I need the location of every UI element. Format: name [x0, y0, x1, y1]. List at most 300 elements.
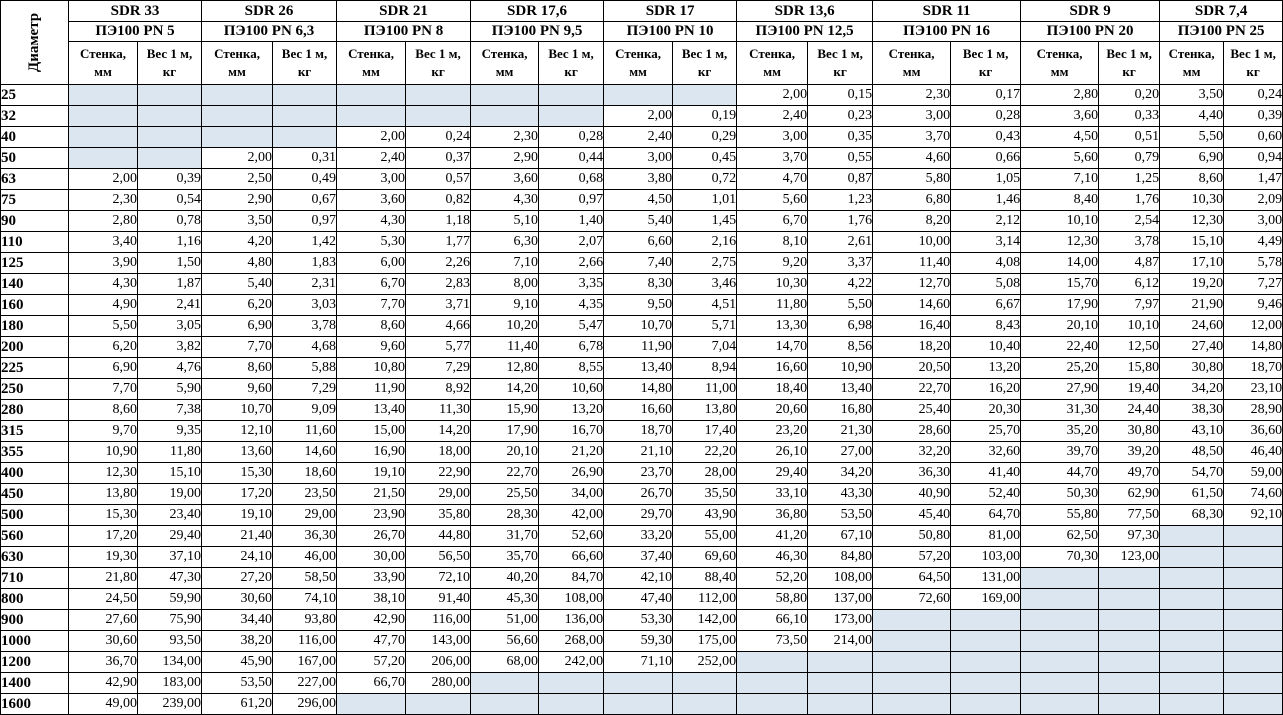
weight-cell[interactable]: 7,04 — [673, 337, 737, 358]
weight-cell[interactable]: 2,75 — [673, 253, 737, 274]
weight-cell[interactable]: 1,77 — [406, 232, 471, 253]
wall-thickness-cell[interactable]: 24,50 — [69, 589, 138, 610]
empty-cell[interactable] — [1021, 610, 1099, 631]
empty-cell[interactable] — [1160, 694, 1224, 715]
wall-thickness-cell[interactable]: 13,80 — [69, 484, 138, 505]
weight-cell[interactable]: 206,00 — [406, 652, 471, 673]
weight-cell[interactable]: 3,78 — [273, 316, 337, 337]
weight-cell[interactable]: 44,80 — [406, 526, 471, 547]
wall-thickness-cell[interactable]: 4,30 — [471, 190, 539, 211]
weight-cell[interactable]: 41,40 — [951, 463, 1021, 484]
wall-thickness-cell[interactable]: 4,20 — [202, 232, 273, 253]
weight-cell[interactable]: 10,10 — [1099, 316, 1160, 337]
wall-thickness-cell[interactable]: 25,20 — [1021, 358, 1099, 379]
wall-thickness-cell[interactable]: 2,50 — [202, 169, 273, 190]
wall-thickness-cell[interactable]: 5,50 — [1160, 127, 1224, 148]
wall-thickness-cell[interactable]: 13,30 — [737, 316, 808, 337]
weight-cell[interactable]: 3,82 — [138, 337, 202, 358]
empty-cell[interactable] — [1160, 610, 1224, 631]
wall-thickness-cell[interactable]: 23,90 — [337, 505, 406, 526]
diameter-cell[interactable]: 1400 — [1, 673, 69, 694]
wall-thickness-cell[interactable]: 10,00 — [873, 232, 951, 253]
wall-thickness-cell[interactable]: 16,40 — [873, 316, 951, 337]
weight-cell[interactable]: 12,50 — [1099, 337, 1160, 358]
empty-cell[interactable] — [808, 694, 873, 715]
wall-thickness-cell[interactable]: 61,20 — [202, 694, 273, 715]
weight-cell[interactable]: 52,40 — [951, 484, 1021, 505]
empty-cell[interactable] — [539, 85, 604, 106]
weight-cell[interactable]: 5,50 — [808, 295, 873, 316]
wall-thickness-cell[interactable]: 5,40 — [202, 274, 273, 295]
empty-cell[interactable] — [1099, 652, 1160, 673]
wall-thickness-cell[interactable]: 12,10 — [202, 421, 273, 442]
empty-cell[interactable] — [202, 127, 273, 148]
wall-thickness-cell[interactable]: 5,30 — [337, 232, 406, 253]
weight-cell[interactable]: 0,66 — [951, 148, 1021, 169]
weight-cell[interactable]: 7,27 — [1224, 274, 1283, 295]
diameter-cell[interactable]: 200 — [1, 337, 69, 358]
wall-thickness-cell[interactable]: 28,30 — [471, 505, 539, 526]
weight-cell[interactable]: 0,19 — [673, 106, 737, 127]
pe-grade-header[interactable]: ПЭ100 PN 5 — [69, 22, 202, 42]
weight-cell[interactable]: 131,00 — [951, 568, 1021, 589]
weight-cell[interactable]: 5,47 — [539, 316, 604, 337]
empty-cell[interactable] — [1099, 631, 1160, 652]
wall-thickness-cell[interactable]: 8,20 — [873, 211, 951, 232]
weight-cell[interactable]: 92,10 — [1224, 505, 1283, 526]
weight-cell[interactable]: 23,50 — [273, 484, 337, 505]
weight-cell[interactable]: 6,78 — [539, 337, 604, 358]
weight-cell[interactable]: 30,80 — [1099, 421, 1160, 442]
weight-cell[interactable]: 143,00 — [406, 631, 471, 652]
wall-thickness-cell[interactable]: 30,60 — [69, 631, 138, 652]
diameter-cell[interactable]: 63 — [1, 169, 69, 190]
weight-cell[interactable]: 28,90 — [1224, 400, 1283, 421]
weight-cell[interactable]: 64,70 — [951, 505, 1021, 526]
pe-grade-header[interactable]: ПЭ100 PN 12,5 — [737, 22, 873, 42]
weight-cell[interactable]: 53,50 — [808, 505, 873, 526]
empty-cell[interactable] — [539, 694, 604, 715]
weight-cell[interactable]: 3,35 — [539, 274, 604, 295]
weight-cell[interactable]: 42,00 — [539, 505, 604, 526]
wall-thickness-cell[interactable]: 6,00 — [337, 253, 406, 274]
weight-cell[interactable]: 116,00 — [273, 631, 337, 652]
weight-cell[interactable]: 5,08 — [951, 274, 1021, 295]
empty-cell[interactable] — [1224, 652, 1283, 673]
wall-thickness-cell[interactable]: 52,20 — [737, 568, 808, 589]
weight-cell[interactable]: 175,00 — [673, 631, 737, 652]
weight-cell[interactable]: 77,50 — [1099, 505, 1160, 526]
wall-column-header[interactable] — [1160, 42, 1224, 85]
wall-thickness-cell[interactable]: 42,10 — [604, 568, 673, 589]
weight-cell[interactable]: 0,24 — [406, 127, 471, 148]
wall-thickness-cell[interactable]: 39,70 — [1021, 442, 1099, 463]
wall-thickness-cell[interactable]: 27,20 — [202, 568, 273, 589]
weight-cell[interactable]: 67,10 — [808, 526, 873, 547]
wall-thickness-cell[interactable]: 12,30 — [69, 463, 138, 484]
wall-thickness-cell[interactable]: 9,10 — [471, 295, 539, 316]
empty-cell[interactable] — [273, 85, 337, 106]
weight-cell[interactable]: 2,83 — [406, 274, 471, 295]
weight-cell[interactable]: 23,40 — [138, 505, 202, 526]
weight-column-header[interactable] — [406, 42, 471, 85]
diameter-cell[interactable]: 1000 — [1, 631, 69, 652]
weight-cell[interactable]: 47,30 — [138, 568, 202, 589]
empty-cell[interactable] — [1099, 673, 1160, 694]
wall-thickness-cell[interactable]: 3,50 — [1160, 85, 1224, 106]
weight-cell[interactable]: 1,23 — [808, 190, 873, 211]
wall-thickness-cell[interactable]: 19,30 — [69, 547, 138, 568]
weight-cell[interactable]: 14,60 — [273, 442, 337, 463]
weight-cell[interactable]: 97,30 — [1099, 526, 1160, 547]
diameter-cell[interactable]: 75 — [1, 190, 69, 211]
wall-thickness-cell[interactable]: 62,50 — [1021, 526, 1099, 547]
pe-grade-header[interactable]: ПЭ100 PN 6,3 — [202, 22, 337, 42]
wall-thickness-cell[interactable]: 66,10 — [737, 610, 808, 631]
sdr-group-header[interactable]: SDR 17 — [604, 1, 737, 22]
weight-cell[interactable]: 9,35 — [138, 421, 202, 442]
diameter-cell[interactable]: 1200 — [1, 652, 69, 673]
wall-thickness-cell[interactable]: 4,60 — [873, 148, 951, 169]
weight-cell[interactable]: 5,88 — [273, 358, 337, 379]
weight-cell[interactable]: 59,00 — [1224, 463, 1283, 484]
weight-cell[interactable]: 0,35 — [808, 127, 873, 148]
weight-cell[interactable]: 49,70 — [1099, 463, 1160, 484]
wall-thickness-cell[interactable]: 47,40 — [604, 589, 673, 610]
weight-cell[interactable]: 5,77 — [406, 337, 471, 358]
wall-thickness-cell[interactable]: 12,70 — [873, 274, 951, 295]
weight-cell[interactable]: 17,40 — [673, 421, 737, 442]
wall-thickness-cell[interactable]: 38,30 — [1160, 400, 1224, 421]
wall-thickness-cell[interactable]: 18,20 — [873, 337, 951, 358]
wall-thickness-cell[interactable]: 44,70 — [1021, 463, 1099, 484]
weight-cell[interactable]: 10,40 — [951, 337, 1021, 358]
weight-cell[interactable]: 36,30 — [273, 526, 337, 547]
wall-thickness-cell[interactable]: 37,40 — [604, 547, 673, 568]
empty-cell[interactable] — [69, 127, 138, 148]
weight-cell[interactable]: 19,00 — [138, 484, 202, 505]
weight-cell[interactable]: 84,70 — [539, 568, 604, 589]
empty-cell[interactable] — [1099, 610, 1160, 631]
wall-thickness-cell[interactable]: 2,80 — [69, 211, 138, 232]
weight-cell[interactable]: 2,26 — [406, 253, 471, 274]
diameter-cell[interactable]: 160 — [1, 295, 69, 316]
weight-cell[interactable]: 116,00 — [406, 610, 471, 631]
diameter-cell[interactable]: 90 — [1, 211, 69, 232]
diameter-cell[interactable]: 500 — [1, 505, 69, 526]
weight-cell[interactable]: 0,57 — [406, 169, 471, 190]
weight-cell[interactable]: 15,80 — [1099, 358, 1160, 379]
wall-thickness-cell[interactable]: 16,60 — [737, 358, 808, 379]
weight-cell[interactable]: 19,40 — [1099, 379, 1160, 400]
weight-cell[interactable]: 103,00 — [951, 547, 1021, 568]
weight-column-header[interactable] — [138, 42, 202, 85]
weight-cell[interactable]: 21,20 — [539, 442, 604, 463]
weight-cell[interactable]: 93,50 — [138, 631, 202, 652]
pe-grade-header[interactable]: ПЭ100 PN 8 — [337, 22, 471, 42]
wall-thickness-cell[interactable]: 3,90 — [69, 253, 138, 274]
wall-thickness-cell[interactable]: 36,70 — [69, 652, 138, 673]
wall-thickness-cell[interactable]: 25,50 — [471, 484, 539, 505]
weight-cell[interactable]: 8,56 — [808, 337, 873, 358]
weight-cell[interactable]: 18,00 — [406, 442, 471, 463]
pe-grade-header[interactable]: ПЭ100 PN 16 — [873, 22, 1021, 42]
weight-cell[interactable]: 14,20 — [406, 421, 471, 442]
weight-cell[interactable]: 21,30 — [808, 421, 873, 442]
weight-cell[interactable]: 242,00 — [539, 652, 604, 673]
weight-cell[interactable]: 20,30 — [951, 400, 1021, 421]
wall-thickness-cell[interactable]: 54,70 — [1160, 463, 1224, 484]
wall-thickness-cell[interactable]: 56,60 — [471, 631, 539, 652]
weight-cell[interactable]: 2,61 — [808, 232, 873, 253]
wall-thickness-cell[interactable]: 10,90 — [69, 442, 138, 463]
wall-thickness-cell[interactable]: 11,90 — [337, 379, 406, 400]
wall-thickness-cell[interactable]: 51,00 — [471, 610, 539, 631]
weight-cell[interactable]: 0,67 — [273, 190, 337, 211]
wall-thickness-cell[interactable]: 30,00 — [337, 547, 406, 568]
diameter-cell[interactable]: 630 — [1, 547, 69, 568]
wall-column-header[interactable] — [1021, 42, 1099, 85]
diameter-cell[interactable]: 800 — [1, 589, 69, 610]
wall-thickness-cell[interactable]: 8,40 — [1021, 190, 1099, 211]
wall-thickness-cell[interactable]: 10,30 — [1160, 190, 1224, 211]
wall-thickness-cell[interactable]: 4,40 — [1160, 106, 1224, 127]
wall-thickness-cell[interactable]: 2,40 — [337, 148, 406, 169]
weight-cell[interactable]: 0,39 — [138, 169, 202, 190]
weight-cell[interactable]: 11,00 — [673, 379, 737, 400]
wall-thickness-cell[interactable]: 6,70 — [337, 274, 406, 295]
empty-cell[interactable] — [1099, 694, 1160, 715]
wall-thickness-cell[interactable]: 59,30 — [604, 631, 673, 652]
weight-cell[interactable]: 12,00 — [1224, 316, 1283, 337]
weight-cell[interactable]: 0,33 — [1099, 106, 1160, 127]
wall-thickness-cell[interactable]: 2,30 — [873, 85, 951, 106]
weight-cell[interactable]: 11,60 — [273, 421, 337, 442]
wall-thickness-cell[interactable]: 10,70 — [604, 316, 673, 337]
wall-thickness-cell[interactable]: 15,30 — [69, 505, 138, 526]
wall-thickness-cell[interactable]: 2,40 — [604, 127, 673, 148]
weight-cell[interactable]: 9,09 — [273, 400, 337, 421]
weight-cell[interactable]: 0,24 — [1224, 85, 1283, 106]
weight-cell[interactable]: 39,20 — [1099, 442, 1160, 463]
weight-cell[interactable]: 239,00 — [138, 694, 202, 715]
empty-cell[interactable] — [1160, 652, 1224, 673]
wall-thickness-cell[interactable]: 3,00 — [873, 106, 951, 127]
wall-thickness-cell[interactable]: 7,70 — [202, 337, 273, 358]
wall-thickness-cell[interactable]: 57,20 — [873, 547, 951, 568]
wall-thickness-cell[interactable]: 14,80 — [604, 379, 673, 400]
weight-cell[interactable]: 22,90 — [406, 463, 471, 484]
weight-cell[interactable]: 296,00 — [273, 694, 337, 715]
empty-cell[interactable] — [873, 631, 951, 652]
weight-cell[interactable]: 28,00 — [673, 463, 737, 484]
wall-thickness-cell[interactable]: 17,20 — [69, 526, 138, 547]
diameter-cell[interactable]: 450 — [1, 484, 69, 505]
wall-thickness-cell[interactable]: 9,20 — [737, 253, 808, 274]
wall-thickness-cell[interactable]: 2,30 — [471, 127, 539, 148]
wall-thickness-cell[interactable]: 8,60 — [337, 316, 406, 337]
weight-cell[interactable]: 280,00 — [406, 673, 471, 694]
wall-thickness-cell[interactable]: 61,50 — [1160, 484, 1224, 505]
weight-cell[interactable]: 0,15 — [808, 85, 873, 106]
empty-cell[interactable] — [471, 694, 539, 715]
wall-thickness-cell[interactable]: 5,60 — [737, 190, 808, 211]
diameter-cell[interactable]: 250 — [1, 379, 69, 400]
wall-thickness-cell[interactable]: 2,00 — [69, 169, 138, 190]
wall-thickness-cell[interactable]: 24,60 — [1160, 316, 1224, 337]
wall-column-header[interactable] — [471, 42, 539, 85]
weight-cell[interactable]: 1,76 — [808, 211, 873, 232]
wall-thickness-cell[interactable]: 7,70 — [337, 295, 406, 316]
weight-cell[interactable]: 6,12 — [1099, 274, 1160, 295]
wall-column-header[interactable] — [69, 42, 138, 85]
weight-cell[interactable]: 93,80 — [273, 610, 337, 631]
weight-cell[interactable]: 46,00 — [273, 547, 337, 568]
weight-cell[interactable]: 252,00 — [673, 652, 737, 673]
empty-cell[interactable] — [673, 694, 737, 715]
weight-cell[interactable]: 0,28 — [951, 106, 1021, 127]
empty-cell[interactable] — [951, 610, 1021, 631]
wall-thickness-cell[interactable]: 5,40 — [604, 211, 673, 232]
weight-cell[interactable]: 0,31 — [273, 148, 337, 169]
wall-column-header[interactable] — [604, 42, 673, 85]
weight-cell[interactable]: 2,31 — [273, 274, 337, 295]
weight-cell[interactable]: 8,94 — [673, 358, 737, 379]
wall-thickness-cell[interactable]: 15,30 — [202, 463, 273, 484]
weight-cell[interactable]: 3,05 — [138, 316, 202, 337]
weight-cell[interactable]: 7,29 — [273, 379, 337, 400]
weight-cell[interactable]: 0,82 — [406, 190, 471, 211]
wall-thickness-cell[interactable]: 6,90 — [69, 358, 138, 379]
wall-thickness-cell[interactable]: 7,10 — [471, 253, 539, 274]
wall-thickness-cell[interactable]: 13,40 — [604, 358, 673, 379]
weight-column-header[interactable] — [808, 42, 873, 85]
empty-cell[interactable] — [138, 127, 202, 148]
wall-thickness-cell[interactable]: 20,60 — [737, 400, 808, 421]
empty-cell[interactable] — [1099, 568, 1160, 589]
wall-thickness-cell[interactable]: 24,10 — [202, 547, 273, 568]
empty-cell[interactable] — [1160, 547, 1224, 568]
wall-thickness-cell[interactable]: 22,70 — [873, 379, 951, 400]
wall-thickness-cell[interactable]: 6,20 — [202, 295, 273, 316]
weight-cell[interactable]: 227,00 — [273, 673, 337, 694]
weight-cell[interactable]: 0,37 — [406, 148, 471, 169]
wall-thickness-cell[interactable]: 10,70 — [202, 400, 273, 421]
weight-cell[interactable]: 2,54 — [1099, 211, 1160, 232]
wall-thickness-cell[interactable]: 2,30 — [69, 190, 138, 211]
weight-cell[interactable]: 0,45 — [673, 148, 737, 169]
weight-cell[interactable]: 3,37 — [808, 253, 873, 274]
wall-thickness-cell[interactable]: 2,90 — [202, 190, 273, 211]
empty-cell[interactable] — [1021, 652, 1099, 673]
weight-cell[interactable]: 5,78 — [1224, 253, 1283, 274]
weight-cell[interactable]: 1,50 — [138, 253, 202, 274]
weight-cell[interactable]: 74,10 — [273, 589, 337, 610]
weight-column-header[interactable] — [1224, 42, 1283, 85]
wall-thickness-cell[interactable]: 9,60 — [337, 337, 406, 358]
wall-thickness-cell[interactable]: 3,00 — [604, 148, 673, 169]
wall-thickness-cell[interactable]: 23,70 — [604, 463, 673, 484]
weight-cell[interactable]: 43,30 — [808, 484, 873, 505]
wall-thickness-cell[interactable]: 45,30 — [471, 589, 539, 610]
wall-thickness-cell[interactable]: 6,60 — [604, 232, 673, 253]
weight-cell[interactable]: 84,80 — [808, 547, 873, 568]
weight-cell[interactable]: 0,39 — [1224, 106, 1283, 127]
wall-thickness-cell[interactable]: 6,20 — [69, 337, 138, 358]
weight-cell[interactable]: 2,09 — [1224, 190, 1283, 211]
wall-thickness-cell[interactable]: 8,60 — [69, 400, 138, 421]
diameter-cell[interactable]: 355 — [1, 442, 69, 463]
weight-cell[interactable]: 1,25 — [1099, 169, 1160, 190]
diameter-cell[interactable]: 900 — [1, 610, 69, 631]
diameter-header[interactable]: Диаметр — [1, 1, 69, 85]
wall-thickness-cell[interactable]: 9,60 — [202, 379, 273, 400]
wall-thickness-cell[interactable]: 72,60 — [873, 589, 951, 610]
weight-cell[interactable]: 52,60 — [539, 526, 604, 547]
weight-cell[interactable]: 10,90 — [808, 358, 873, 379]
weight-cell[interactable]: 46,40 — [1224, 442, 1283, 463]
empty-cell[interactable] — [604, 85, 673, 106]
wall-thickness-cell[interactable]: 42,90 — [69, 673, 138, 694]
wall-thickness-cell[interactable]: 71,10 — [604, 652, 673, 673]
wall-thickness-cell[interactable]: 27,90 — [1021, 379, 1099, 400]
wall-thickness-cell[interactable]: 17,90 — [1021, 295, 1099, 316]
weight-cell[interactable]: 167,00 — [273, 652, 337, 673]
wall-thickness-cell[interactable]: 35,70 — [471, 547, 539, 568]
weight-cell[interactable]: 11,30 — [406, 400, 471, 421]
diameter-cell[interactable]: 1600 — [1, 694, 69, 715]
wall-thickness-cell[interactable]: 20,10 — [1021, 316, 1099, 337]
weight-cell[interactable]: 0,97 — [539, 190, 604, 211]
weight-cell[interactable]: 123,00 — [1099, 547, 1160, 568]
empty-cell[interactable] — [1224, 673, 1283, 694]
wall-thickness-cell[interactable]: 15,70 — [1021, 274, 1099, 295]
wall-thickness-cell[interactable]: 27,60 — [69, 610, 138, 631]
weight-cell[interactable]: 29,00 — [273, 505, 337, 526]
weight-cell[interactable]: 5,71 — [673, 316, 737, 337]
empty-cell[interactable] — [873, 694, 951, 715]
wall-thickness-cell[interactable]: 13,40 — [337, 400, 406, 421]
wall-thickness-cell[interactable]: 14,70 — [737, 337, 808, 358]
wall-thickness-cell[interactable]: 17,10 — [1160, 253, 1224, 274]
weight-cell[interactable]: 169,00 — [951, 589, 1021, 610]
weight-cell[interactable]: 268,00 — [539, 631, 604, 652]
empty-cell[interactable] — [138, 106, 202, 127]
wall-thickness-cell[interactable]: 36,30 — [873, 463, 951, 484]
weight-cell[interactable]: 137,00 — [808, 589, 873, 610]
weight-cell[interactable]: 7,38 — [138, 400, 202, 421]
empty-cell[interactable] — [202, 106, 273, 127]
empty-cell[interactable] — [1224, 610, 1283, 631]
weight-cell[interactable]: 134,00 — [138, 652, 202, 673]
empty-cell[interactable] — [406, 106, 471, 127]
weight-cell[interactable]: 9,46 — [1224, 295, 1283, 316]
wall-thickness-cell[interactable]: 18,40 — [737, 379, 808, 400]
weight-cell[interactable]: 0,54 — [138, 190, 202, 211]
wall-thickness-cell[interactable]: 23,20 — [737, 421, 808, 442]
weight-cell[interactable]: 13,80 — [673, 400, 737, 421]
empty-cell[interactable] — [539, 673, 604, 694]
sdr-group-header[interactable]: SDR 21 — [337, 1, 471, 22]
wall-thickness-cell[interactable]: 13,60 — [202, 442, 273, 463]
wall-thickness-cell[interactable]: 40,90 — [873, 484, 951, 505]
wall-thickness-cell[interactable]: 8,60 — [1160, 169, 1224, 190]
wall-thickness-cell[interactable]: 11,40 — [471, 337, 539, 358]
empty-cell[interactable] — [471, 106, 539, 127]
weight-cell[interactable]: 4,76 — [138, 358, 202, 379]
wall-thickness-cell[interactable]: 11,90 — [604, 337, 673, 358]
empty-cell[interactable] — [1224, 694, 1283, 715]
